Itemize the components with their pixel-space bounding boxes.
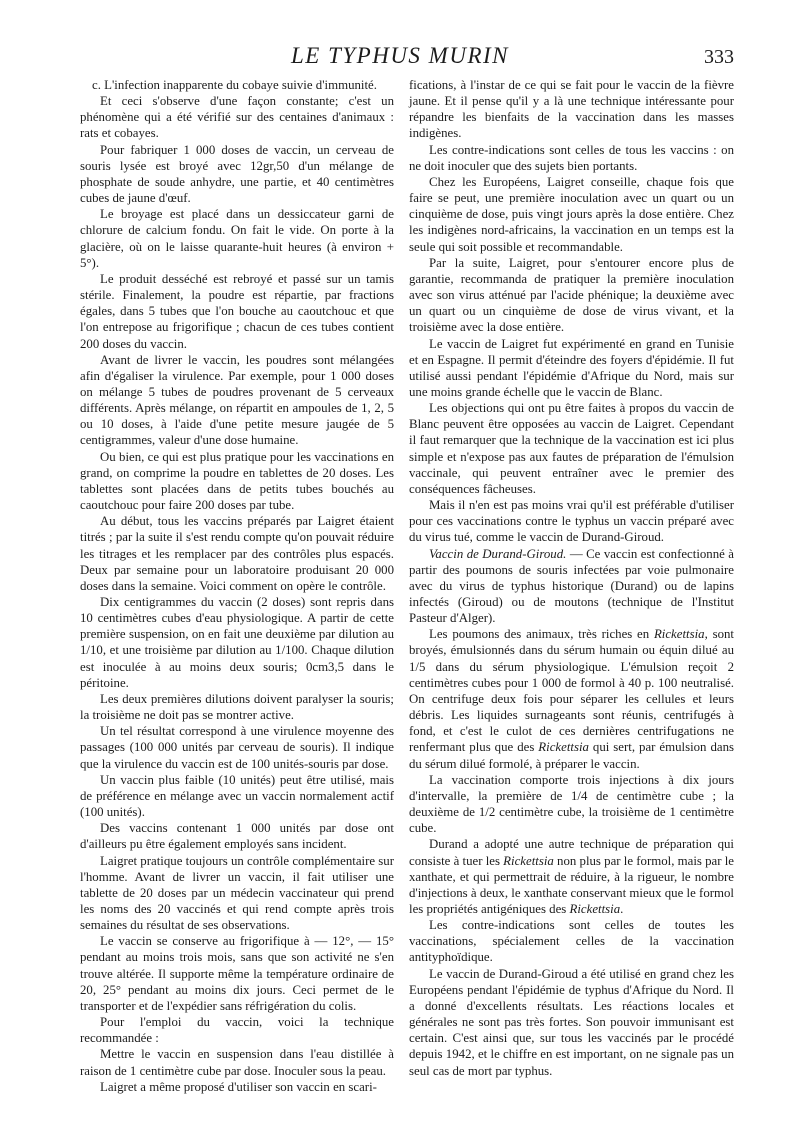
paragraph: Les contre-indications sont celles de tous les vaccins : on ne doit inoculer que des sujets bien portants. xyxy=(409,142,734,173)
right-column xyxy=(409,77,734,1079)
paragraph: Chez les Européens, Laigret conseille, chaque fois que faire se peut, une première inoculation avec un quart ou un cinquième de dose, puis vingt jours après la dose entière. Chez les indigènes nord-africains, la vaccination en un temps est la seule qui soit possible et recommandable. xyxy=(409,174,734,254)
paragraph: Des vaccins contenant 1 000 unités par dose ont d'ailleurs pu être également employés sans incident. xyxy=(80,821,394,852)
paragraph: Par la suite, Laigret, pour s'entourer encore plus de garantie, recommanda de pratiquer la première inoculation avec son virus atténué par l'acide phénique; la deuxième avec un quart ou un cinquième de dose de virus vivant, et la troisième avec la dose entière. xyxy=(409,255,734,335)
paragraph: Pour l'emploi du vaccin, voici la technique recommandée : xyxy=(80,1015,394,1046)
paragraph-text: — Ce vaccin est confectionné à partir des poumons de souris infectées par voie pulmonaire avec du virus de typhus historique (Durand) ou de lapins infectés (Giroud) ou de moutons (technique de l'Institut Pasteur d'Alger). xyxy=(409,546,735,626)
paragraph-text: . xyxy=(620,901,624,916)
section-heading: Vaccin de Durand-Giroud. xyxy=(429,546,567,561)
paragraph: Un vaccin plus faible (10 unités) peut être utilisé, mais de préférence en mélange avec un vaccin normalement actif (100 unités). xyxy=(80,772,394,820)
paragraph: La vaccination comporte trois injections à dix jours d'intervalle, la première de 1/4 de centimètre cube ; la deuxième de 1/2 centimètre cube, la troisième de 1 centimètre cube. xyxy=(409,772,734,836)
italic-term: Rickettsia xyxy=(569,901,621,916)
page-number: 333 xyxy=(704,46,734,68)
paragraph: Le produit desséché est rebroyé et passé sur un tamis stérile. Finalement, la poudre est répartie, par fractions égales, dans 5 tubes que l'on bouche au caoutchouc et que l'on entrepose au frigorifique ; chacun de ces tubes contient 200 doses du vaccin. xyxy=(80,271,394,351)
paragraph xyxy=(409,626,734,771)
running-title: LE TYPHUS MURIN xyxy=(290,43,509,68)
paragraph: Le vaccin se conserve au frigorifique à — 12°, — 15° pendant au moins trois mois, sans que son activité ne s'en trouve altérée. Il supporte même la température ordinaire de 20, 25° pendant au moins dix jours. Ceci permet de le transporter et de l'expédier sans réfrigération du colis. xyxy=(80,934,394,1013)
paragraph-text: Durand a adopté une autre technique de préparation qui consiste à tuer les xyxy=(409,837,734,868)
paragraph: Avant de livrer le vaccin, les poudres sont mélangées afin d'égaliser la virulence. Par exemple, pour 1 000 doses on mélange 5 tubes de poudres provenant de 5 cerveaux différents. Après mélange, on répartit en ampoules de 1, 2, 5 ou 10 doses, à l'aide d'une petite mesure jaugée de 5 centigrammes, valeur d'une dose humaine. xyxy=(80,352,394,448)
paragraph: Un tel résultat correspond à une virulence moyenne des passages (100 000 unités par cerveau de souris). Il indique que la virulence du vaccin est de 100 unités-souris par dose. xyxy=(80,724,394,771)
paragraph: fications, à l'instar de ce qui se fait pour le vaccin de la fièvre jaune. Et il pense qu'il y a là une technique intéressante pour répandre les bienfaits de la vaccination dans les masses indigènes. xyxy=(409,78,734,141)
paragraph: Les contre-indications sont celles de toutes les vaccinations, spécialement celles de la vaccination antityphoïdique. xyxy=(409,918,734,965)
paragraph: Les objections qui ont pu être faites à propos du vaccin de Blanc peuvent être opposées au vaccin de Laigret. Cependant il faut remarquer que la technique de la vaccination est ici plus simple et n'expose pas aux fautes de préparation de l'émulsion vaccinale, qui peuvent entraîner avec le premier des conséquences fâcheuses. xyxy=(409,401,734,496)
paragraph: Et ceci s'observe d'une façon constante; c'est un phénomène qui a été vérifié sur des centaines d'animaux : rats et cobayes. xyxy=(80,94,394,141)
paragraph: Laigret pratique toujours un contrôle complémentaire sur l'homme. Avant de livrer un vaccin, il fait utiliser une tablette de 20 doses par un médecin vaccinateur qui prend les noms des 20 vaccinés et qui rend compte après trois semaines du résultat de ses observations. xyxy=(80,853,394,933)
italic-term: Rickettsia xyxy=(653,627,705,642)
italic-term: Rickettsia xyxy=(503,853,554,868)
section-paragraph xyxy=(409,546,734,627)
paragraph: Le broyage est placé dans un dessiccateur garni de chlorure de calcium fondu. On fait le vide. On porte à la glacière, où on le laisse quarante-huit heures (à environ + 5°). xyxy=(80,207,394,270)
paragraph-text: non plus par le formol, mais par le xanthate, et qui permettrait de réduire, à la rigueur, le nombre d'injections à deux, le xanthate conservant mieux que le formol les propriétés antigéniques des xyxy=(409,853,734,916)
paragraph: Dix centigrammes du vaccin (2 doses) sont repris dans 10 centimètres cubes d'eau physiologique. A partir de cette première suspension, on en fait une deuxième par dilution au 1/10, et une troisième par dilution au 1/100. Chaque dilution est inoculée à au moins deux souris; 0cm3,5 dans le péritoine. xyxy=(80,595,394,690)
paragraph-text: , sont broyés, émulsionnés dans du sérum humain ou équin dilué au 1/5 dans du sérum physiologique. L'émulsion reçoit 2 centimètres cubes pour 1 000 de formol à 40 p. 100 neutralisé. On centrifuge deux fois pour séparer les cellules et leurs débris. Les liquides surnageants sont réunis, centrifugés à fond, et c'est le culot de ces dernières centrifugations ne renfermant plus que des xyxy=(409,627,734,755)
paragraph: Laigret a même proposé d'utiliser son vaccin en scari- xyxy=(100,1079,377,1094)
paragraph-text: Les poumons des animaux, très riches en xyxy=(429,627,654,642)
paragraph xyxy=(409,836,734,917)
paragraph: Mettre le vaccin en suspension dans l'eau distillée à raison de 1 centimètre cube par dose. Inoculer sous la peau. xyxy=(80,1047,394,1078)
paragraph: Au début, tous les vaccins préparés par Laigret étaient titrés ; par la suite il s'est rendu compte qu'on pouvait réduire les titrages et les remplacer par des contrôles plus espacés. Deux par semaine pour un laboratoire produisant 20 000 doses dans la semaine. Voici comment on opère le contrôle. xyxy=(80,514,394,593)
paragraph: Le vaccin de Durand-Giroud a été utilisé en grand chez les Européens pendant l'épidémie de typhus d'Afrique du Nord. Il a donné d'excellents résultats. Les réactions locales et générales ne sont pas très fortes. Son pouvoir immunisant est certain. C'est ainsi que, sur tous les vaccinés par le procédé depuis 1942, et le chiffre en est important, on ne signale pas un seul cas de mort par typhus. xyxy=(409,966,734,1078)
left-column xyxy=(80,77,394,1095)
italic-term: Rickettsia xyxy=(538,740,589,755)
paragraph: Ou bien, ce qui est plus pratique pour les vaccinations en grand, on comprime la poudre en tablettes de 20 doses. Les tablettes sont placées dans de petits tubes bouchés au caoutchouc pour faire 200 doses par tube. xyxy=(80,449,394,513)
paragraph: Les deux premières dilutions doivent paralyser la souris; la troisième ne doit pas se montrer active. xyxy=(80,691,394,723)
paragraph: Pour fabriquer 1 000 doses de vaccin, un cerveau de souris lysée est broyé avec 12gr,50 d'un mélange de phosphate de soude anhydre, une partie, et 40 centimètres cubes de jaune d'œuf. xyxy=(80,142,394,206)
paragraph: Le vaccin de Laigret fut expérimenté en grand en Tunisie et en Espagne. Il permit d'éteindre des foyers d'épidémie. Il fut utilisé aussi pendant l'épidémie d'Afrique du Nord, mais sur une moins grande échelle que le vaccin de Blanc. xyxy=(409,336,734,399)
paragraph-text: qui sert, par émulsion dans du sérum dilué formolé, à préparer le vaccin. xyxy=(409,740,734,771)
paragraph: c. L'infection inapparente du cobaye suivie d'immunité. xyxy=(92,78,377,92)
paragraph: Mais il n'en est pas moins vrai qu'il est préférable d'utiliser pour ces vaccinations contre le typhus un vaccin préparé avec du virus tué, comme le vaccin de Durand-Giroud. xyxy=(409,498,734,545)
